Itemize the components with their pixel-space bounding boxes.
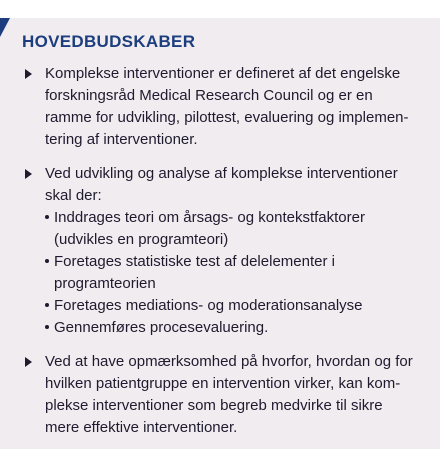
triangle-bullet-icon bbox=[25, 69, 32, 79]
key-messages-box bbox=[0, 18, 440, 449]
key-messages-list bbox=[0, 63, 440, 451]
dot-bullet-icon bbox=[45, 303, 49, 307]
triangle-bullet-icon bbox=[25, 169, 32, 179]
sub-item-1: Inddrages teori om årsags- og kontekstfaktorer (udvikles en programteori) bbox=[45, 207, 422, 251]
triangle-bullet-icon bbox=[25, 357, 32, 367]
sub-list bbox=[45, 207, 422, 339]
dot-bullet-icon bbox=[45, 325, 49, 329]
box-title: HOVEDBUDSKABER bbox=[22, 32, 196, 51]
sub-item-4: Gennemføres procesevaluering. bbox=[45, 317, 422, 339]
key-message-text: Ved udvikling og analyse af komplekse interventioner skal der: bbox=[45, 165, 398, 204]
key-message-text: Ved at have opmærksomhed på hvorfor, hvordan og for hvilken patientgruppe en intervention virker, kan kom- plekse interventioner som begreb medvirke til sikre mere effektive interventioner. bbox=[45, 353, 413, 436]
key-message-text: Komplekse interventioner er defineret af det engelske forskningsråd Medical Research Council og er en ramme for udvikling, pilottest, evaluering og implemen- tering af interventioner. bbox=[45, 65, 409, 148]
sub-item-3: Foretages mediations- og moderationsanalyse bbox=[45, 295, 422, 317]
accent-corner bbox=[0, 18, 10, 37]
dot-bullet-icon bbox=[45, 215, 49, 219]
key-message-1 bbox=[0, 63, 440, 151]
dot-bullet-icon bbox=[45, 259, 49, 263]
sub-item-2: Foretages statistiske test af delelementer i programteorien bbox=[45, 251, 422, 295]
key-message-2 bbox=[0, 163, 440, 339]
key-message-3 bbox=[0, 351, 440, 439]
